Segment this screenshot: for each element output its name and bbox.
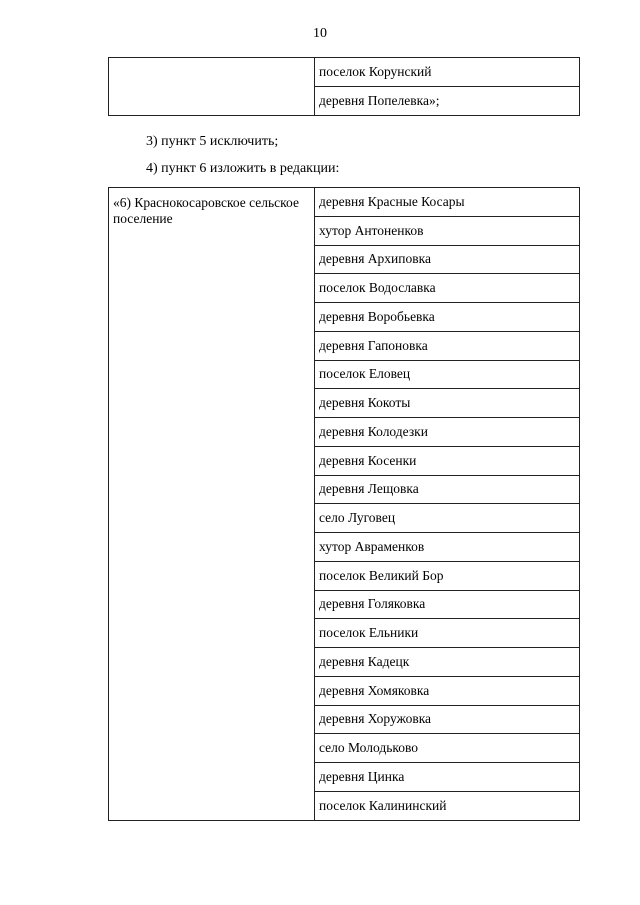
settlement-cell (109, 58, 315, 116)
locality-cell: деревня Хоружовка (315, 705, 580, 734)
locality-cell: поселок Еловец (315, 360, 580, 389)
locality-cell: деревня Колодезки (315, 418, 580, 447)
paragraph-item-3: 3) пункт 5 исключить; (146, 134, 279, 149)
locality-cell: деревня Косенки (315, 446, 580, 475)
locality-cell: поселок Калининский (315, 791, 580, 820)
locality-cell: деревня Воробьевка (315, 303, 580, 332)
locality-cell: деревня Голяковка (315, 590, 580, 619)
locality-cell: село Луговец (315, 504, 580, 533)
table-row (109, 58, 580, 87)
paragraph-item-4: 4) пункт 6 изложить в редакции: (146, 161, 340, 176)
locality-cell: деревня Кадецк (315, 648, 580, 677)
locality-cell: деревня Лещовка (315, 475, 580, 504)
locality-cell: деревня Хомяковка (315, 676, 580, 705)
settlement-table (108, 187, 580, 821)
locality-cell: село Молодьково (315, 734, 580, 763)
locality-cell: деревня Красные Косары (315, 188, 580, 217)
locality-cell: деревня Архиповка (315, 245, 580, 274)
locality-cell: деревня Попелевка»; (315, 87, 580, 116)
locality-cell: хутор Авраменков (315, 533, 580, 562)
continuation-table (108, 57, 580, 116)
locality-cell: поселок Великий Бор (315, 561, 580, 590)
page-number: 10 (313, 26, 327, 41)
table-row (109, 188, 580, 217)
locality-cell: деревня Цинка (315, 763, 580, 792)
locality-cell: поселок Ельники (315, 619, 580, 648)
locality-cell: поселок Водославка (315, 274, 580, 303)
locality-cell: деревня Кокоты (315, 389, 580, 418)
locality-cell: хутор Антоненков (315, 216, 580, 245)
settlement-name-cell: «6) Краснокосаровское сельское поселение (109, 188, 315, 821)
locality-cell: поселок Корунский (315, 58, 580, 87)
locality-cell: деревня Гапоновка (315, 331, 580, 360)
